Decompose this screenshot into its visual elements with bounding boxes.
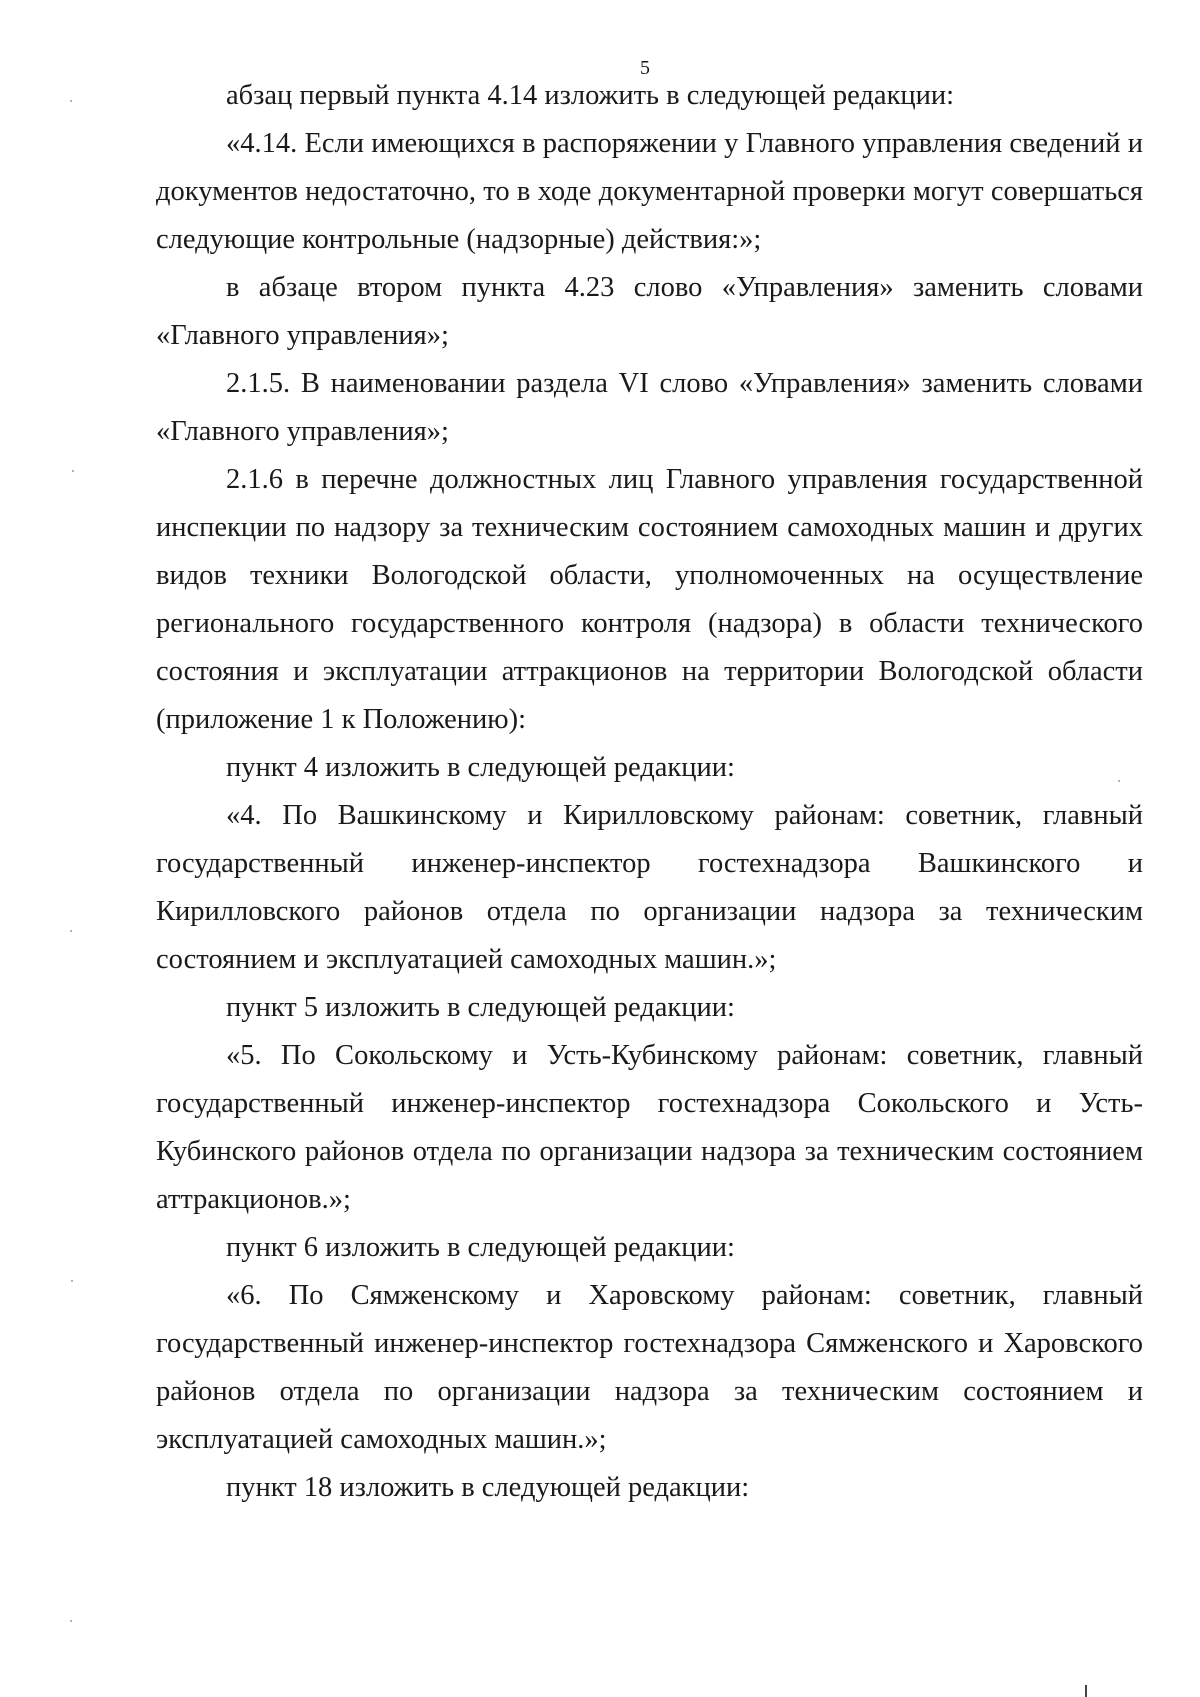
document-body <box>156 72 1143 1512</box>
scan-speck <box>70 1620 72 1622</box>
scan-speck <box>1118 780 1120 782</box>
paragraph-9: «5. По Сокольскому и Усть-Кубинскому районам: советник, главный государственный инженер-инспектор гостехнадзора Сокольского и Усть-Кубинского районов отдела по организации надзора за техническим состоянием аттракционов.»; <box>156 1040 1143 1215</box>
paragraph-6: пункт 4 изложить в следующей редакции: <box>226 752 735 783</box>
paragraph-2: «4.14. Если имеющихся в распоряжении у Главного управления сведений и документов недостаточно, то в ходе документарной проверки могут совершаться следующие контрольные (надзорные) действия:»; <box>156 128 1143 255</box>
paragraph-4: 2.1.5. В наименовании раздела VI слово «Управления» заменить словами «Главного управления»; <box>156 368 1143 447</box>
scan-speck <box>70 100 72 102</box>
page-number: 5 <box>640 57 650 79</box>
scan-edge-mark <box>1085 1685 1087 1697</box>
paragraph-1: абзац первый пункта 4.14 изложить в следующей редакции: <box>226 80 955 111</box>
paragraph-5: 2.1.6 в перечне должностных лиц Главного управления государственной инспекции по надзору за техническим состоянием самоходных машин и других видов техники Вологодской области, уполномоченных на осуществление регионального государственного контроля (надзора) в области технического состояния и эксплуатации аттракционов на территории Вологодской области (приложение 1 к Положению): <box>156 464 1143 735</box>
scan-speck <box>70 930 72 932</box>
scan-speck <box>71 1280 73 1282</box>
paragraph-10: пункт 6 изложить в следующей редакции: <box>226 1232 735 1263</box>
paragraph-11: «6. По Сямженскому и Харовскому районам: советник, главный государственный инженер-инспектор гостехнадзора Сямженского и Харовского районов отдела по организации надзора за техническим состоянием и эксплуатацией самоходных машин.»; <box>156 1280 1143 1455</box>
paragraph-7: «4. По Вашкинскому и Кирилловскому районам: советник, главный государственный инженер-инспектор гостехнадзора Вашкинского и Кирилловского районов отдела по организации надзора за техническим состоянием и эксплуатацией самоходных машин.»; <box>156 800 1143 975</box>
paragraph-12: пункт 18 изложить в следующей редакции: <box>226 1472 750 1503</box>
paragraph-3: в абзаце втором пункта 4.23 слово «Управления» заменить словами «Главного управления»; <box>156 272 1143 351</box>
paragraph-8: пункт 5 изложить в следующей редакции: <box>226 992 735 1023</box>
scan-speck <box>72 470 74 472</box>
